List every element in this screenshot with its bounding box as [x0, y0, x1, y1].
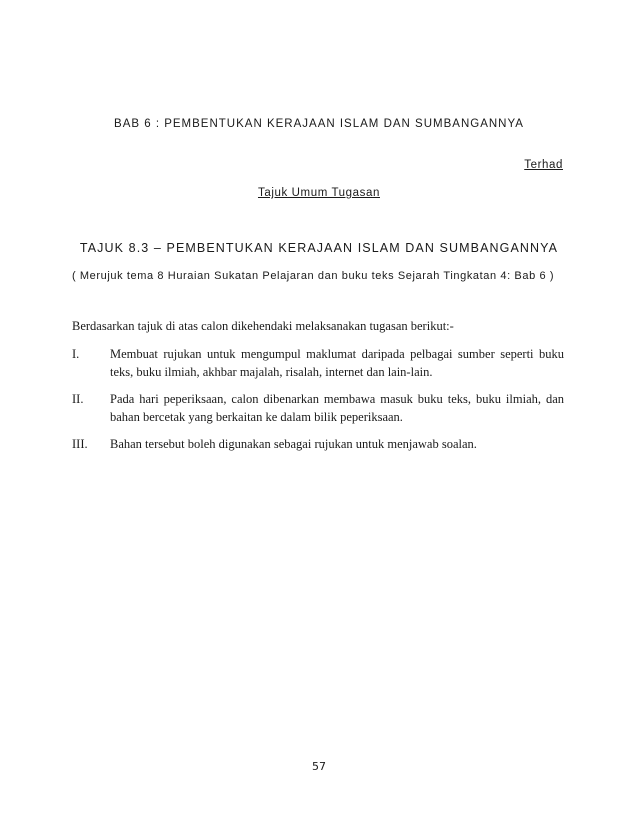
page-number: 57 — [312, 760, 326, 773]
task-list — [72, 345, 564, 462]
list-item — [72, 435, 564, 453]
list-item-text: Pada hari peperiksaan, calon dibenarkan membawa masuk buku teks, buku ilmiah, dan bahan bercetak yang berkaitan ke dalam bilik peperiksaan. — [110, 392, 564, 424]
topic-heading: TAJUK 8.3 – PEMBENTUKAN KERAJAAN ISLAM DAN SUMBANGANNYA — [79, 241, 559, 255]
reference-note: ( Merujuk tema 8 Huraian Sukatan Pelajaran dan buku teks Sejarah Tingkatan 4: Bab 6 ) — [72, 270, 555, 282]
list-item — [72, 345, 564, 381]
list-item-numeral: III. — [72, 437, 88, 451]
list-item — [72, 390, 564, 426]
list-item-text: Bahan tersebut boleh digunakan sebagai rujukan untuk menjawab soalan. — [110, 437, 477, 451]
general-title: Tajuk Umum Tugasan — [257, 187, 380, 199]
chapter-heading: BAB 6 : PEMBENTUKAN KERAJAAN ISLAM DAN SUMBANGANNYA — [114, 118, 524, 130]
list-item-text: Membuat rujukan untuk mengumpul maklumat daripada pelbagai sumber seperti buku teks, buku ilmiah, akhbar majalah, risalah, internet dan lain-lain. — [110, 347, 564, 379]
list-item-numeral: II. — [72, 392, 84, 406]
classification-label: Terhad — [524, 159, 563, 171]
list-item-numeral: I. — [72, 347, 80, 361]
intro-text: Berdasarkan tajuk di atas calon dikehendaki melaksanakan tugasan berikut:- — [72, 319, 454, 333]
